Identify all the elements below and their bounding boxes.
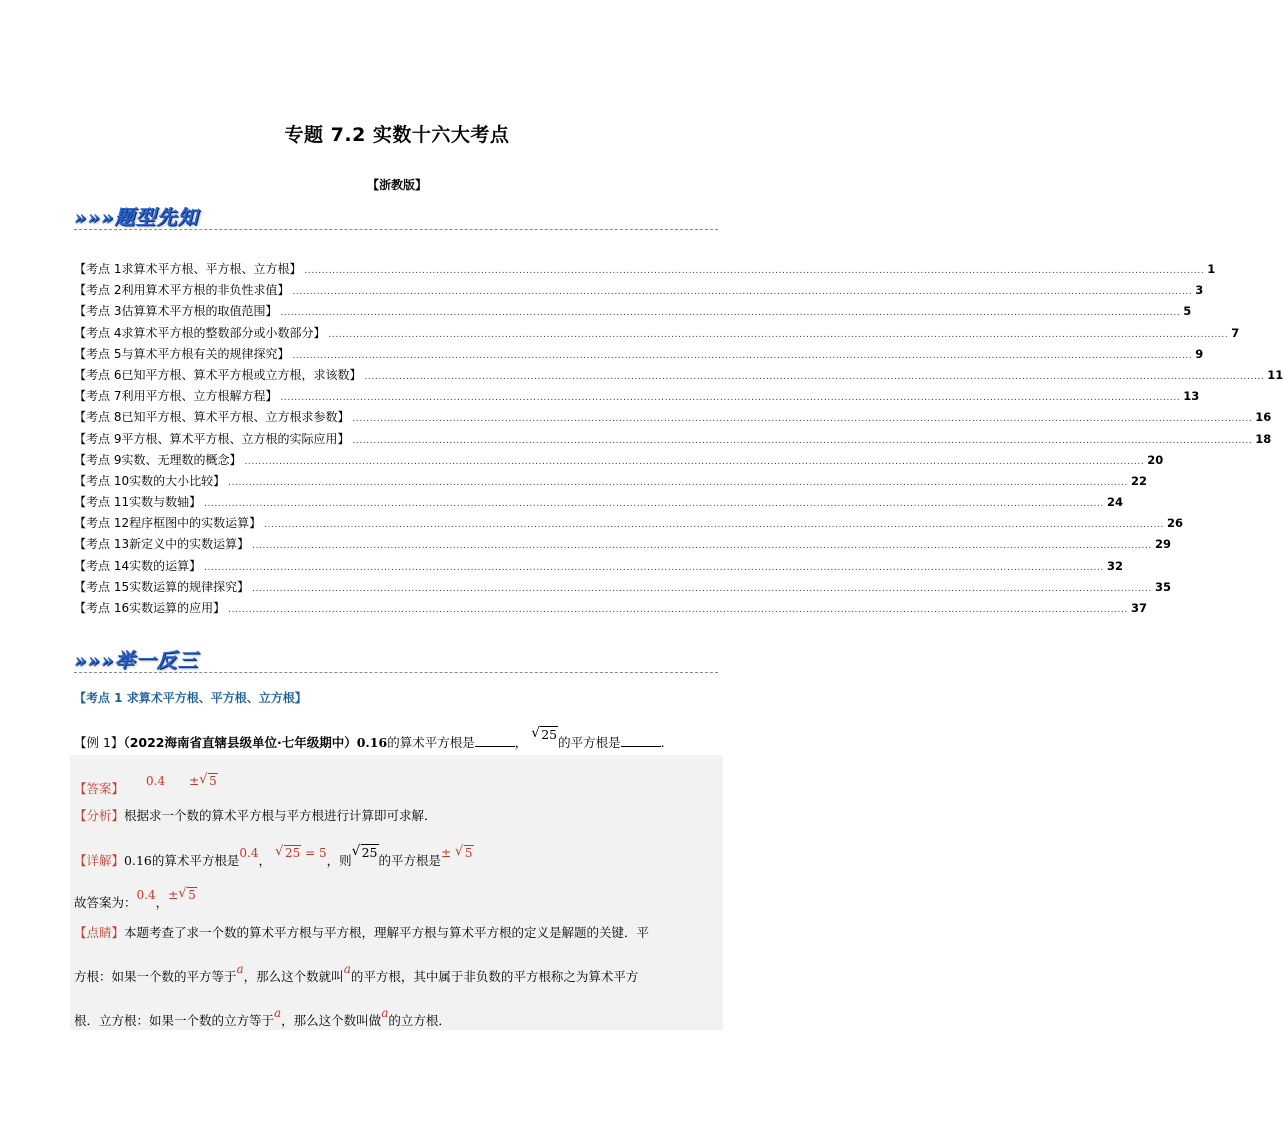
toc-page-number: 1 <box>1207 262 1216 276</box>
comment-text: 的立方根． <box>388 1013 451 1028</box>
toc-key: 【考点 15 <box>74 579 130 594</box>
final-answer-line <box>74 888 197 911</box>
toc-page-number: 9 <box>1195 346 1204 361</box>
toc-key: 【考点 10 <box>74 473 130 488</box>
toc-title: 利用平方根、立方根解方程】 <box>121 389 278 404</box>
variable-a: a <box>274 1006 282 1020</box>
toc-title: 程序框图中的实数运算】 <box>129 516 262 531</box>
comment-text: 的平方根，其中属于非负数的平方根称之为算术平方 <box>350 969 639 984</box>
toc-key: 【考点 6 <box>74 367 122 382</box>
toc-leader-dots: .................................................................................................................................................................................................................................................................... <box>264 520 1164 531</box>
answer-value: 0.4 <box>146 774 166 788</box>
toc-leader-dots: .................................................................................................................................................................................................................................................................... <box>252 583 1152 594</box>
toc-title: 求算术平方根的整数部分或小数部分】 <box>121 325 326 340</box>
toc-key: 【考点 3 <box>74 304 122 319</box>
toc-row[interactable] <box>74 387 1200 408</box>
radicand: 5 <box>188 888 196 902</box>
toc-row[interactable] <box>74 345 1204 366</box>
sqrt-symbol <box>275 846 301 860</box>
toc-row[interactable] <box>74 260 1216 281</box>
example-question <box>74 727 665 751</box>
radicand: 5 <box>209 774 217 788</box>
sqrt-symbol <box>455 846 474 860</box>
toc-leader-dots: .................................................................................................................................................................................................................................................................... <box>292 350 1193 361</box>
radicand: 25 <box>361 845 378 860</box>
toc-page-number: 7 <box>1231 325 1240 340</box>
toc-leader-dots: .................................................................................................................................................................................................................................................................... <box>280 308 1181 319</box>
comma: ， <box>514 735 528 750</box>
toc-key: 【考点 8 <box>74 410 122 425</box>
period: . <box>660 735 665 750</box>
example-text: 的算术平方根是 <box>387 735 475 750</box>
banner-practice <box>74 643 199 673</box>
toc-page-number: 20 <box>1147 452 1164 467</box>
toc-key: 【考点 16 <box>74 601 130 615</box>
toc-page-number: 22 <box>1130 473 1147 488</box>
toc-title: 实数运算的规律探究】 <box>129 579 250 594</box>
comment-text: 本题考查了求一个数的算术平方根与平方根，理解平方根与算术平方根的定义是解题的关键．平 <box>124 925 650 940</box>
comment-line <box>74 1006 451 1029</box>
analysis-tag: 【分析】 <box>74 808 125 823</box>
toc-page-number: 32 <box>1106 558 1123 573</box>
plus-minus: ± <box>441 846 452 860</box>
comma: ， <box>155 895 169 910</box>
toc-page-number: 18 <box>1255 431 1272 446</box>
answer-line <box>74 774 218 797</box>
toc-row[interactable] <box>74 366 1283 387</box>
toc-title: 实数、无理数的概念】 <box>121 452 242 467</box>
radicand: 25 <box>284 846 301 860</box>
final-value: 0.4 <box>136 888 156 902</box>
toc-page-number: 5 <box>1183 304 1192 319</box>
toc-key: 【考点 9 <box>74 452 122 467</box>
toc-page-number: 35 <box>1154 579 1171 594</box>
toc-leader-dots: .................................................................................................................................................................................................................................................................... <box>328 329 1229 340</box>
toc-title: 与算术平方根有关的规律探究】 <box>121 346 290 361</box>
toc-key: 【考点 2 <box>74 283 122 298</box>
toc-key: 【考点 11 <box>74 495 130 510</box>
toc-title: 利用算术平方根的非负性求值】 <box>121 283 290 298</box>
toc-page-number: 11 <box>1267 367 1283 382</box>
toc-title: 已知平方根、算术平方根或立方根，求该数】 <box>121 367 362 382</box>
variable-a: a <box>343 962 351 976</box>
toc-leader-dots: .................................................................................................................................................................................................................................................................... <box>364 371 1265 382</box>
toc-row[interactable] <box>74 451 1164 472</box>
toc-leader-dots: .................................................................................................................................................................................................................................................................... <box>204 499 1104 510</box>
toc-key: 【考点 5 <box>74 346 122 361</box>
toc-title: 实数运算的应用】 <box>129 601 226 615</box>
toc-page-number: 24 <box>1106 495 1123 510</box>
toc-row[interactable] <box>74 514 1183 535</box>
banner-text: »»»举一反三 <box>74 647 199 672</box>
toc-title: 实数的大小比较】 <box>129 473 226 488</box>
detail-value: 0.4 <box>239 846 259 860</box>
page-title: 专题 7.2 实数十六大考点 <box>284 124 510 146</box>
equation-rhs: = 5 <box>305 846 327 860</box>
sqrt-symbol <box>199 774 218 788</box>
toc-leader-dots: .................................................................................................................................................................................................................................................................... <box>252 541 1152 552</box>
toc-row[interactable] <box>74 302 1192 323</box>
divider <box>74 672 718 673</box>
detail-text: ，则 <box>326 853 352 868</box>
final-text: 故答案为： <box>74 895 137 910</box>
answer-tag: 【答案】 <box>74 781 125 796</box>
toc-title: 估算算术平方根的取值范围】 <box>121 304 278 319</box>
detail-tag: 【详解】 <box>74 853 125 868</box>
toc-row[interactable] <box>74 557 1123 578</box>
detail-number: 0.16 <box>124 853 152 868</box>
toc-key: 【考点 14 <box>74 558 130 573</box>
toc-title: 求算术平方根、平方根、立方根】 <box>121 262 302 276</box>
answer-blank[interactable] <box>621 734 661 747</box>
analysis-line <box>74 806 437 824</box>
toc-row[interactable] <box>74 430 1272 451</box>
toc-page-number: 16 <box>1255 410 1272 425</box>
sqrt-symbol <box>178 888 197 902</box>
analysis-text: 根据求一个数的算术平方根与平方根进行计算即可求解． <box>124 808 437 823</box>
toc-leader-dots: .................................................................................................................................................................................................................................................................... <box>228 477 1128 488</box>
sqrt-symbol <box>352 845 379 860</box>
toc-key: 【考点 4 <box>74 325 122 340</box>
comment-tag: 【点睛】 <box>74 925 125 940</box>
comment-text: ，那么这个数就叫 <box>243 969 344 984</box>
comment-line <box>74 962 639 985</box>
plus-minus: ± <box>189 774 200 788</box>
toc-leader-dots: .................................................................................................................................................................................................................................................................... <box>204 562 1104 573</box>
example-source: （2022海南省直辖县级单位·七年级期中） <box>123 735 357 750</box>
banner-question-types <box>74 200 199 230</box>
toc-row[interactable] <box>74 281 1204 302</box>
example-number: 0.16 <box>356 735 388 750</box>
toc-row[interactable] <box>74 493 1123 514</box>
answer-blank[interactable] <box>475 734 515 747</box>
toc-row[interactable] <box>74 324 1240 345</box>
toc-title: 已知平方根、算术平方根、立方根求参数】 <box>121 410 350 425</box>
toc-title: 新定义中的实数运算】 <box>129 537 250 552</box>
toc-page-number: 13 <box>1183 389 1200 404</box>
toc-row[interactable] <box>74 599 1147 620</box>
toc-page-number: 37 <box>1130 601 1147 615</box>
comment-text: 方根：如果一个数的平方等于 <box>74 969 237 984</box>
example-label: 【例 1】 <box>74 735 124 750</box>
toc-key: 【考点 12 <box>74 516 130 531</box>
variable-a: a <box>236 962 244 976</box>
toc-page-number: 29 <box>1154 537 1171 552</box>
toc-leader-dots: .................................................................................................................................................................................................................................................................... <box>352 435 1253 446</box>
comma: ， <box>258 853 271 868</box>
toc-title: 实数的运算】 <box>129 558 202 573</box>
banner-text: »»»题型先知 <box>74 204 199 229</box>
plus-minus: ± <box>168 888 179 902</box>
toc-leader-dots: .................................................................................................................................................................................................................................................................... <box>352 414 1253 425</box>
comment-line <box>74 923 649 941</box>
toc-key: 【考点 9 <box>74 431 122 446</box>
table-of-contents <box>74 260 1283 620</box>
toc-title: 实数与数轴】 <box>129 495 202 510</box>
toc-row[interactable] <box>74 408 1272 429</box>
toc-page-number: 3 <box>1195 283 1204 298</box>
toc-leader-dots: .................................................................................................................................................................................................................................................................... <box>228 605 1128 615</box>
edition-label: 【浙教版】 <box>366 178 427 192</box>
toc-key: 【考点 1 <box>74 262 122 276</box>
detail-text: 的算术平方根是 <box>151 853 240 868</box>
variable-a: a <box>381 1006 389 1020</box>
toc-row[interactable] <box>74 578 1171 599</box>
toc-row[interactable] <box>74 535 1171 556</box>
toc-key: 【考点 7 <box>74 389 122 404</box>
toc-key: 【考点 13 <box>74 537 130 552</box>
toc-title: 平方根、算术平方根、立方根的实际应用】 <box>121 431 350 446</box>
toc-leader-dots: .................................................................................................................................................................................................................................................................... <box>304 266 1205 276</box>
detail-line <box>74 845 474 869</box>
section-heading: 【考点 1 求算术平方根、平方根、立方根】 <box>74 691 307 705</box>
radicand: 25 <box>541 727 558 742</box>
example-text: 的平方根是 <box>558 735 621 750</box>
sqrt-symbol <box>531 727 558 742</box>
toc-row[interactable] <box>74 472 1147 493</box>
toc-leader-dots: .................................................................................................................................................................................................................................................................... <box>292 287 1193 298</box>
toc-page-number: 26 <box>1166 516 1183 531</box>
toc-leader-dots: .................................................................................................................................................................................................................................................................... <box>280 393 1181 404</box>
comment-text: 根．立方根：如果一个数的立方等于 <box>74 1013 275 1028</box>
comment-text: ，那么这个数叫做 <box>281 1013 382 1028</box>
detail-text: 的平方根是 <box>378 853 442 868</box>
radicand: 5 <box>464 846 473 860</box>
toc-leader-dots: .................................................................................................................................................................................................................................................................... <box>244 456 1145 467</box>
divider <box>74 229 718 230</box>
